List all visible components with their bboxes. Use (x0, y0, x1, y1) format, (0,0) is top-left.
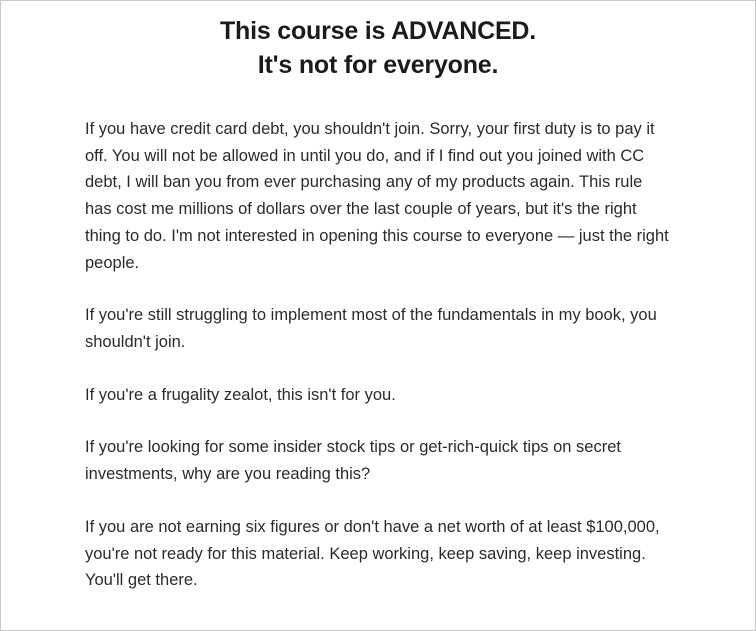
page-title (1, 1, 755, 82)
paragraph: If you have credit card debt, you shouldn't join. Sorry, your first duty is to pay it off. You will not be allowed in until you do, and if I find out you joined with CC debt, I will ban you from ever purchasing any of my products again. This rule has cost me millions of dollars over the last couple of years, but it's the right thing to do. I'm not interested in opening this course to everyone — just the right people. (85, 120, 669, 272)
paragraph: If you're a frugality zealot, this isn't for you. (85, 385, 396, 404)
page-title-line-1: This course is ADVANCED. (219, 17, 537, 45)
body-copy (85, 82, 671, 594)
paragraph: If you're looking for some insider stock tips or get-rich-quick tips on secret investments, why are you reading this? (85, 438, 621, 484)
paragraph: If you are not earning six figures or don't have a net worth of at least $100,000, you're not ready for this material. Keep working, keep saving, keep investing. You'll get there. (85, 517, 660, 590)
page-title-line-2: It's not for everyone. (257, 51, 499, 79)
paragraph: If you're still struggling to implement most of the fundamentals in my book, you shouldn't join. (85, 306, 657, 352)
